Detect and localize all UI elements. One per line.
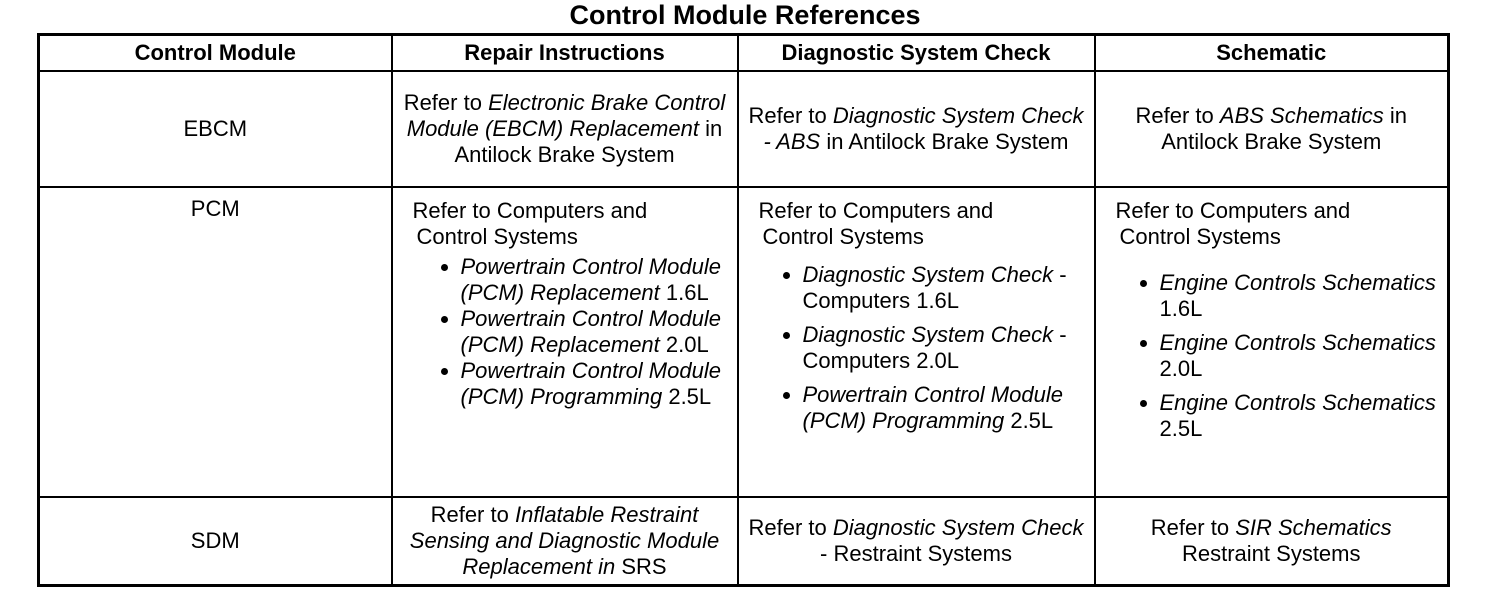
doc-reference: Powertrain Control Module (PCM) Replacement — [460, 254, 721, 305]
list-item — [461, 358, 731, 410]
reference-list — [413, 254, 731, 410]
table-row-sdm — [39, 497, 1449, 586]
list-item — [461, 306, 731, 358]
doc-reference: Diagnostic System Check — [802, 322, 1054, 347]
doc-reference: Engine Controls Schematics — [1159, 270, 1436, 295]
location-text: SRS — [621, 554, 667, 579]
list-item — [803, 382, 1088, 434]
page-title: Control Module References — [569, 0, 921, 30]
refer-text: Refer to — [1150, 515, 1230, 540]
refer-text: Refer to — [1135, 103, 1214, 128]
list-item — [1160, 270, 1442, 322]
refer-text: Refer to — [748, 515, 827, 540]
location-text: Restraint Systems — [1182, 541, 1361, 566]
item-suffix: 2.5L — [1010, 408, 1054, 433]
doc-reference: Powertrain Control Module (PCM) Programming — [802, 382, 1063, 433]
reference-list — [759, 262, 1088, 434]
doc-reference: Electronic Brake Control Module (EBCM) Replacement — [406, 90, 726, 141]
list-item — [1160, 330, 1442, 382]
refer-text: Refer to — [430, 502, 509, 527]
item-suffix: 1.6L — [665, 280, 709, 305]
diag-cell — [738, 187, 1095, 497]
location-text: - Restraint Systems — [820, 541, 1012, 566]
table-row-pcm — [39, 187, 1449, 497]
diag-cell — [738, 497, 1095, 586]
item-suffix: - Computers 1.6L — [802, 262, 1067, 313]
location-text: in Antilock Brake System — [454, 116, 723, 167]
header-repair-instructions: Repair Instructions — [392, 35, 738, 72]
doc-reference: Diagnostic System Check — [802, 262, 1054, 287]
item-suffix: 2.5L — [1159, 416, 1203, 441]
table-row-ebcm — [39, 71, 1449, 187]
module-name: PCM — [39, 187, 392, 497]
list-item — [803, 262, 1088, 314]
header-diagnostic-system-check: Diagnostic System Check — [738, 35, 1095, 72]
location-text: in Antilock Brake System — [826, 129, 1069, 154]
header-control-module: Control Module — [39, 35, 392, 72]
refer-text: Refer to — [748, 103, 827, 128]
list-item — [803, 322, 1088, 374]
schematic-cell — [1095, 497, 1449, 586]
reference-list — [1116, 270, 1442, 442]
doc-reference: Engine Controls Schematics — [1159, 330, 1436, 355]
item-suffix: 2.5L — [668, 384, 712, 409]
header-schematic: Schematic — [1095, 35, 1449, 72]
refer-text: Refer to — [403, 90, 482, 115]
doc-reference: Inflatable Restraint Sensing and Diagnostic Module Replacement in — [409, 502, 720, 579]
item-suffix: 1.6L — [1159, 296, 1203, 321]
doc-reference: Engine Controls Schematics — [1159, 390, 1436, 415]
list-item — [461, 254, 731, 306]
intro-text: Refer to Computers and — [758, 198, 994, 223]
diag-cell — [738, 71, 1095, 187]
intro-text-2: Control Systems — [1119, 224, 1281, 249]
schematic-cell — [1095, 187, 1449, 497]
schematic-cell — [1095, 71, 1449, 187]
repair-cell — [392, 497, 738, 586]
header-row — [39, 35, 1449, 72]
doc-reference: Diagnostic System Check — [832, 515, 1084, 540]
intro-text: Refer to Computers and — [1115, 198, 1351, 223]
module-name: EBCM — [39, 71, 392, 187]
module-name: SDM — [39, 497, 392, 586]
item-suffix: 2.0L — [1159, 356, 1203, 381]
doc-reference: Powertrain Control Module (PCM) Replacement — [460, 306, 721, 357]
item-suffix: 2.0L — [665, 332, 709, 357]
doc-reference: ABS Schematics — [1219, 103, 1384, 128]
list-item — [1160, 390, 1442, 442]
doc-reference: Powertrain Control Module (PCM) Programming — [460, 358, 721, 409]
repair-cell — [392, 187, 738, 497]
intro-text-2: Control Systems — [762, 224, 924, 249]
intro-text: Refer to Computers and — [412, 198, 648, 223]
control-module-table — [37, 33, 1450, 587]
intro-text-2: Control Systems — [416, 224, 578, 249]
doc-reference: Diagnostic System Check - ABS — [763, 103, 1084, 154]
doc-reference: SIR Schematics — [1235, 515, 1392, 540]
location-text: in Antilock Brake System — [1161, 103, 1407, 154]
repair-cell — [392, 71, 738, 187]
item-suffix: - Computers 2.0L — [802, 322, 1067, 373]
